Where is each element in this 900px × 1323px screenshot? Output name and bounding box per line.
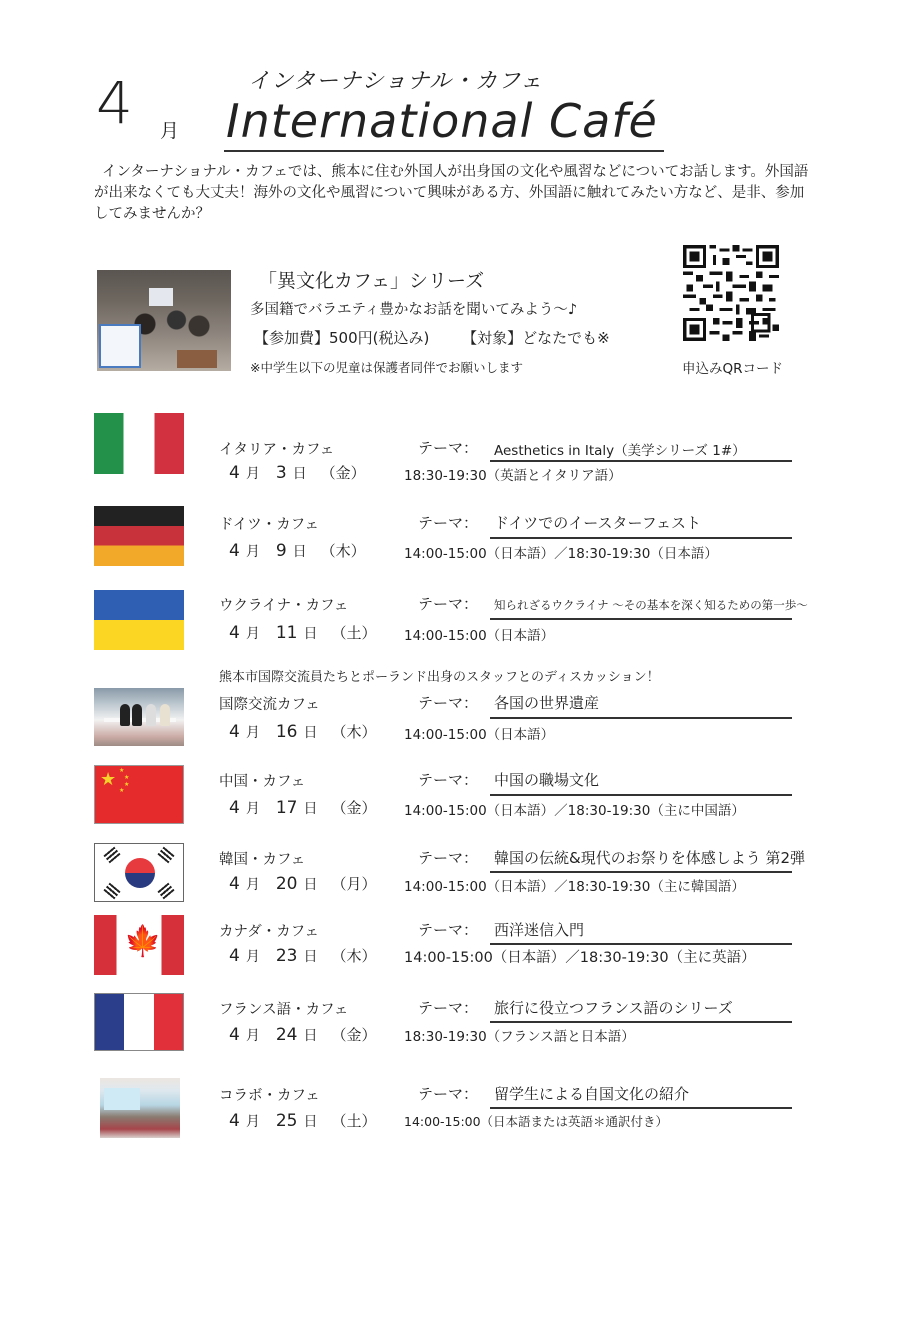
- theme-label: テーマ：: [418, 439, 479, 457]
- event-name: コラボ・カフェ: [219, 1088, 320, 1104]
- canada-flag: 🍁: [94, 915, 184, 975]
- theme-underline: [490, 1021, 792, 1023]
- month-suffix: 月: [160, 120, 180, 142]
- event-lead-text: 熊本市国際交流員たちとポーランド出身のスタッフとのディスカッション！: [219, 670, 660, 685]
- event-time: 14:00-15:00（日本語）／18:30-19:30（主に英語）: [404, 950, 756, 966]
- theme-underline: [490, 717, 792, 719]
- event-name: ドイツ・カフェ: [219, 517, 320, 533]
- intro-text: インターナショナル・カフェでは、熊本に住む外国人が出身国の文化や風習などについてお話します。外国語が出来なくても大丈夫！海外の文化や風習について興味がある方、外国語に触れてみたい方など、是非、参加してみませんか？: [94, 164, 809, 222]
- event-theme: 西洋迷信入門: [494, 921, 585, 939]
- theme-label: テーマ：: [418, 514, 479, 532]
- event-name: カナダ・カフェ: [219, 924, 320, 940]
- event-date: 4 月 23 日 （木）: [229, 946, 377, 966]
- event-time: 14:00-15:00（日本語）: [404, 628, 555, 644]
- italy-flag: [94, 413, 184, 474]
- theme-underline: [490, 871, 792, 873]
- qr-label: 申込みQRコード: [682, 361, 784, 377]
- event-name: フランス語・カフェ: [219, 1002, 349, 1018]
- series-note: ※中学生以下の児童は保護者同伴でお願いします: [250, 360, 523, 375]
- series-subtitle: 多国籍でバラエティ豊かなお話を聞いてみよう～♪: [250, 302, 578, 318]
- event-date: 4 月 9 日 （木）: [229, 541, 366, 561]
- korea-flag: [94, 843, 184, 902]
- month-number: 4: [96, 69, 133, 137]
- collab-cafe-photo: [100, 1078, 180, 1138]
- event-date: 4 月 17 日 （金）: [229, 798, 377, 818]
- title-underline: [224, 150, 664, 152]
- event-time: 18:30-19:30（フランス語と日本語）: [404, 1029, 635, 1045]
- theme-label: テーマ：: [418, 849, 479, 867]
- event-theme: 旅行に役立つフランス語のシリーズ: [494, 999, 733, 1017]
- event-date: 4 月 3 日 （金）: [229, 463, 366, 483]
- event-theme: 各国の世界遺産: [494, 694, 600, 712]
- china-flag: ★ ★ ★ ★ ★: [94, 765, 184, 824]
- theme-underline: [490, 618, 792, 620]
- page-title: International Café: [226, 94, 658, 148]
- theme-label: テーマ：: [418, 999, 479, 1017]
- ukraine-flag: [94, 590, 184, 650]
- theme-label: テーマ：: [418, 771, 479, 789]
- event-date: 4 月 24 日 （金）: [229, 1025, 377, 1045]
- event-name: 韓国・カフェ: [219, 852, 306, 868]
- theme-label: テーマ：: [418, 1085, 479, 1103]
- event-name: ウクライナ・カフェ: [219, 598, 349, 614]
- event-theme: 留学生による自国文化の紹介: [494, 1085, 690, 1103]
- event-name: 中国・カフェ: [219, 774, 306, 790]
- event-theme: 韓国の伝統&現代のお祭りを体感しよう 第2弾: [494, 849, 806, 867]
- fee-label: 【参加費】500円(税込み): [254, 329, 430, 347]
- event-theme: Aesthetics in Italy（美学シリーズ 1#）: [494, 443, 746, 459]
- theme-label: テーマ：: [418, 921, 479, 939]
- event-time: 14:00-15:00（日本語）／18:30-19:30（主に中国語）: [404, 803, 745, 819]
- series-cafe-photo: [97, 270, 231, 371]
- germany-flag: [94, 506, 184, 566]
- event-date: 4 月 20 日 （月）: [229, 874, 377, 894]
- series-title: 「異文化カフェ」シリーズ: [258, 270, 485, 292]
- event-theme: ドイツでのイースターフェスト: [494, 514, 702, 532]
- event-date: 4 月 11 日 （土）: [229, 623, 377, 643]
- theme-underline: [490, 1107, 792, 1109]
- registration-qr-code[interactable]: [683, 244, 779, 342]
- event-time: 14:00-15:00（日本語）／18:30-19:30（主に韓国語）: [404, 879, 745, 895]
- event-time: 14:00-15:00（日本語）: [404, 727, 555, 743]
- theme-label: テーマ：: [418, 694, 479, 712]
- event-time: 14:00-15:00（日本語または英語＊通訳付き）: [404, 1114, 669, 1129]
- event-date: 4 月 16 日 （木）: [229, 722, 377, 742]
- event-theme: 中国の職場文化: [494, 771, 600, 789]
- france-flag: [94, 993, 184, 1051]
- theme-underline: [490, 460, 792, 462]
- theme-underline: [490, 537, 792, 539]
- event-name: 国際交流カフェ: [219, 697, 320, 713]
- event-theme: 知られざるウクライナ ～その基本を深く知るための第一歩～: [494, 598, 808, 612]
- series-fee-target: [254, 327, 638, 348]
- event-time: 14:00-15:00（日本語）／18:30-19:30（日本語）: [404, 546, 718, 562]
- theme-underline: [490, 794, 792, 796]
- target-label: 【対象】どなたでも※: [462, 329, 610, 347]
- event-name: イタリア・カフェ: [219, 442, 335, 458]
- theme-label: テーマ：: [418, 595, 479, 613]
- title-kana: インターナショナル・カフェ: [248, 69, 544, 94]
- event-time: 18:30-19:30（英語とイタリア語）: [404, 468, 622, 484]
- event-date: 4 月 25 日 （土）: [229, 1111, 377, 1131]
- international-exchange-photo: [94, 688, 184, 746]
- theme-underline: [490, 943, 792, 945]
